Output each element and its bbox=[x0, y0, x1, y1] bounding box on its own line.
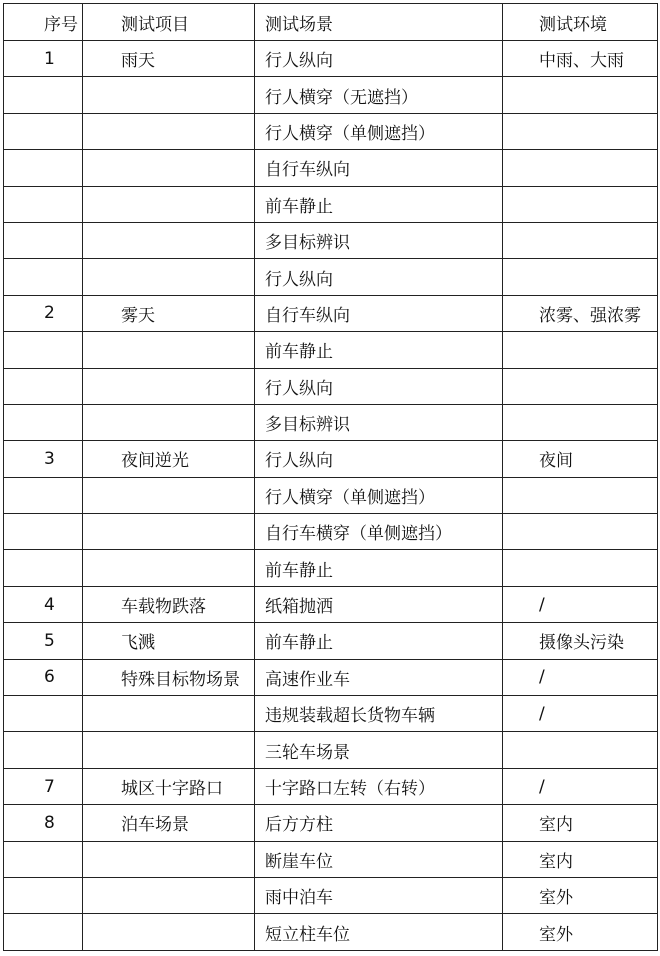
cell-no bbox=[4, 150, 83, 186]
table-row bbox=[4, 332, 658, 368]
cell-test-scene: 多目标辨识 bbox=[255, 222, 503, 258]
cell-test-environment bbox=[503, 113, 658, 149]
cell-test-environment: 摄像头污染 bbox=[503, 623, 658, 659]
cell-test-scene: 行人纵向 bbox=[255, 441, 503, 477]
cell-no bbox=[4, 914, 83, 950]
cell-test-scene: 后方方柱 bbox=[255, 805, 503, 841]
cell-test-environment bbox=[503, 150, 658, 186]
cell-test-scene: 行人纵向 bbox=[255, 259, 503, 295]
cell-no: 8 bbox=[4, 805, 83, 841]
table-body bbox=[4, 41, 658, 951]
test-scenario-table bbox=[3, 3, 658, 951]
cell-test-environment: 浓雾、强浓雾 bbox=[503, 295, 658, 331]
cell-test-environment: 夜间 bbox=[503, 441, 658, 477]
cell-test-environment: 室内 bbox=[503, 805, 658, 841]
cell-test-scene: 十字路口左转（右转） bbox=[255, 768, 503, 804]
cell-test-item bbox=[83, 841, 255, 877]
table-row bbox=[4, 368, 658, 404]
cell-no bbox=[4, 696, 83, 732]
cell-test-environment bbox=[503, 186, 658, 222]
cell-test-item: 城区十字路口 bbox=[83, 768, 255, 804]
table-row bbox=[4, 259, 658, 295]
cell-test-environment: 室外 bbox=[503, 877, 658, 913]
cell-test-item bbox=[83, 732, 255, 768]
cell-test-item bbox=[83, 150, 255, 186]
cell-test-environment bbox=[503, 332, 658, 368]
cell-test-environment: / bbox=[503, 768, 658, 804]
cell-test-scene: 断崖车位 bbox=[255, 841, 503, 877]
cell-test-item bbox=[83, 368, 255, 404]
cell-test-scene: 行人横穿（无遮挡） bbox=[255, 77, 503, 113]
cell-test-item bbox=[83, 914, 255, 950]
cell-test-scene: 多目标辨识 bbox=[255, 404, 503, 440]
cell-test-scene: 自行车纵向 bbox=[255, 150, 503, 186]
cell-test-scene: 三轮车场景 bbox=[255, 732, 503, 768]
cell-test-item bbox=[83, 477, 255, 513]
cell-test-item bbox=[83, 186, 255, 222]
table-row bbox=[4, 295, 658, 331]
cell-no: 7 bbox=[4, 768, 83, 804]
cell-no bbox=[4, 404, 83, 440]
header-test-item: 测试项目 bbox=[83, 4, 255, 41]
cell-test-environment: 室外 bbox=[503, 914, 658, 950]
cell-no bbox=[4, 477, 83, 513]
cell-test-scene: 前车静止 bbox=[255, 332, 503, 368]
cell-test-item bbox=[83, 696, 255, 732]
table-row bbox=[4, 41, 658, 77]
cell-test-scene: 行人纵向 bbox=[255, 41, 503, 77]
cell-test-environment: 中雨、大雨 bbox=[503, 41, 658, 77]
cell-test-environment: / bbox=[503, 586, 658, 622]
cell-test-item bbox=[83, 514, 255, 550]
cell-test-scene: 行人横穿（单侧遮挡） bbox=[255, 113, 503, 149]
cell-no bbox=[4, 732, 83, 768]
table-row bbox=[4, 113, 658, 149]
table-row bbox=[4, 732, 658, 768]
cell-test-scene: 行人横穿（单侧遮挡） bbox=[255, 477, 503, 513]
cell-test-item: 泊车场景 bbox=[83, 805, 255, 841]
cell-test-scene: 行人纵向 bbox=[255, 368, 503, 404]
cell-no: 1 bbox=[4, 41, 83, 77]
table-row bbox=[4, 586, 658, 622]
cell-no: 6 bbox=[4, 659, 83, 695]
cell-no bbox=[4, 222, 83, 258]
cell-test-item bbox=[83, 404, 255, 440]
cell-no bbox=[4, 186, 83, 222]
cell-test-scene: 前车静止 bbox=[255, 550, 503, 586]
cell-no bbox=[4, 113, 83, 149]
table-row bbox=[4, 186, 658, 222]
table-row bbox=[4, 150, 658, 186]
cell-test-scene: 自行车纵向 bbox=[255, 295, 503, 331]
header-test-scene: 测试场景 bbox=[255, 4, 503, 41]
table-row bbox=[4, 659, 658, 695]
cell-test-environment bbox=[503, 514, 658, 550]
cell-test-environment: / bbox=[503, 659, 658, 695]
cell-no: 5 bbox=[4, 623, 83, 659]
cell-test-item bbox=[83, 550, 255, 586]
cell-test-environment bbox=[503, 368, 658, 404]
cell-test-environment bbox=[503, 259, 658, 295]
cell-no bbox=[4, 332, 83, 368]
cell-test-environment bbox=[503, 404, 658, 440]
table-row bbox=[4, 805, 658, 841]
table-row bbox=[4, 623, 658, 659]
cell-test-environment bbox=[503, 77, 658, 113]
cell-no: 3 bbox=[4, 441, 83, 477]
cell-no bbox=[4, 368, 83, 404]
cell-test-item bbox=[83, 222, 255, 258]
cell-test-item: 雾天 bbox=[83, 295, 255, 331]
cell-test-environment: 室内 bbox=[503, 841, 658, 877]
cell-test-environment bbox=[503, 732, 658, 768]
header-no: 序号 bbox=[4, 4, 83, 41]
cell-test-scene: 纸箱抛洒 bbox=[255, 586, 503, 622]
table-row bbox=[4, 404, 658, 440]
table-header-row bbox=[4, 4, 658, 41]
cell-test-environment: / bbox=[503, 696, 658, 732]
cell-no bbox=[4, 841, 83, 877]
table-row bbox=[4, 514, 658, 550]
cell-test-environment bbox=[503, 550, 658, 586]
table-row bbox=[4, 696, 658, 732]
table-row bbox=[4, 77, 658, 113]
cell-test-item: 飞溅 bbox=[83, 623, 255, 659]
table-row bbox=[4, 768, 658, 804]
header-test-environment: 测试环境 bbox=[503, 4, 658, 41]
cell-test-environment bbox=[503, 222, 658, 258]
cell-test-environment bbox=[503, 477, 658, 513]
cell-test-item bbox=[83, 332, 255, 368]
cell-test-item: 特殊目标物场景 bbox=[83, 659, 255, 695]
cell-no: 4 bbox=[4, 586, 83, 622]
cell-no bbox=[4, 259, 83, 295]
cell-test-item bbox=[83, 77, 255, 113]
cell-test-item: 车载物跌落 bbox=[83, 586, 255, 622]
cell-test-item bbox=[83, 877, 255, 913]
cell-test-item bbox=[83, 113, 255, 149]
cell-test-scene: 雨中泊车 bbox=[255, 877, 503, 913]
cell-test-scene: 违规装载超长货物车辆 bbox=[255, 696, 503, 732]
cell-no bbox=[4, 77, 83, 113]
cell-test-item bbox=[83, 259, 255, 295]
cell-no bbox=[4, 514, 83, 550]
cell-test-scene: 前车静止 bbox=[255, 623, 503, 659]
cell-no bbox=[4, 550, 83, 586]
table-row bbox=[4, 550, 658, 586]
cell-test-scene: 短立柱车位 bbox=[255, 914, 503, 950]
table-row bbox=[4, 877, 658, 913]
table-row bbox=[4, 841, 658, 877]
cell-no: 2 bbox=[4, 295, 83, 331]
table-row bbox=[4, 477, 658, 513]
cell-test-item: 夜间逆光 bbox=[83, 441, 255, 477]
cell-test-scene: 前车静止 bbox=[255, 186, 503, 222]
cell-test-scene: 高速作业车 bbox=[255, 659, 503, 695]
cell-test-scene: 自行车横穿（单侧遮挡） bbox=[255, 514, 503, 550]
cell-no bbox=[4, 877, 83, 913]
table-row bbox=[4, 914, 658, 950]
table-row bbox=[4, 441, 658, 477]
table-row bbox=[4, 222, 658, 258]
cell-test-item: 雨天 bbox=[83, 41, 255, 77]
